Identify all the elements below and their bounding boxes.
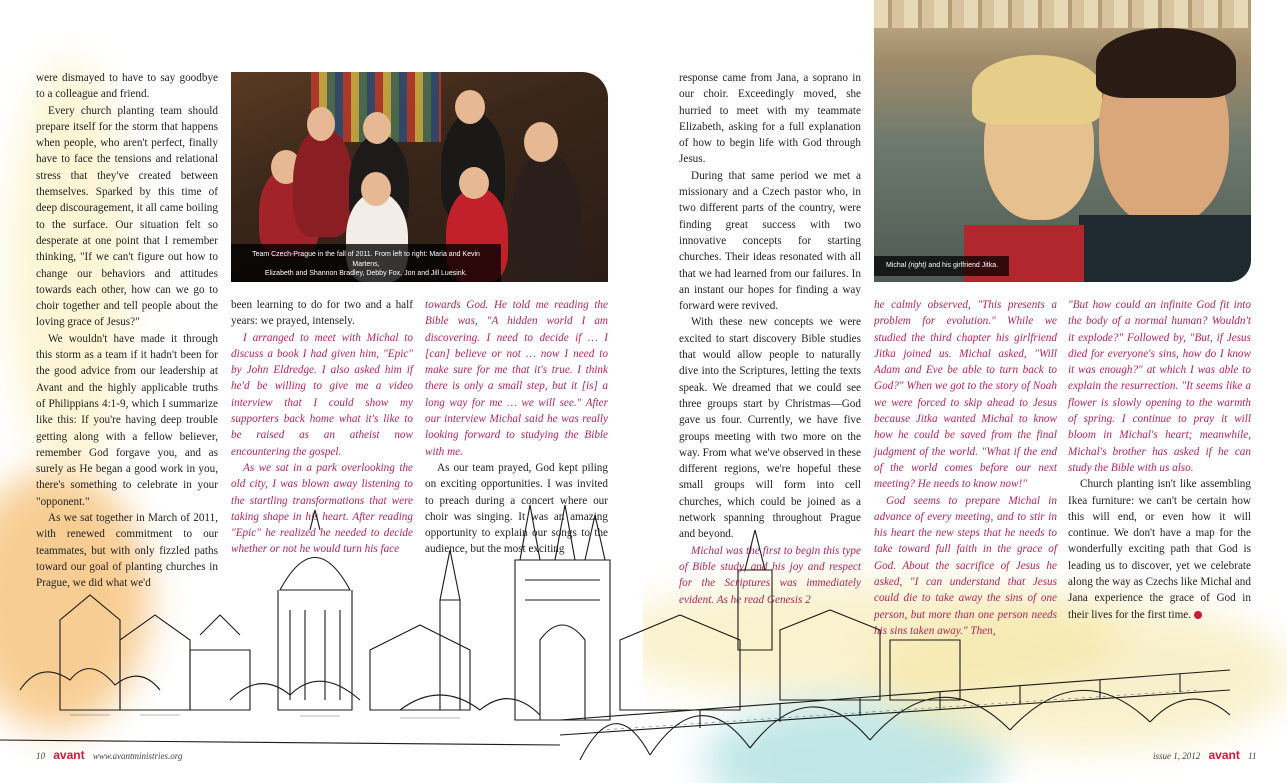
photo-face — [363, 112, 391, 144]
paragraph: Every church planting team should prepare itself for the storm that happens when people, who aren't perfect, finally have to face the tensions and relational stress that they've created between themselves. Sparked by this time of deep discouragement, it all came boiling to the surface. Our situation felt so desperate at one point that I remember thinking, "If we can't figure out how to change our behaviors and attitudes towards each other, how can we go to choir together and tell people about the loving grace of Jesus?" — [36, 104, 218, 329]
paragraph: During that same period we met a missionary and a Czech pastor who, in two different parts of the country, were finding great success with two innovative concepts for starting churches. Their ideas resonated with all that we had learned from our failures. In an instant our hopes for finding a way forward were revived. — [679, 169, 861, 313]
caption-position: (right) — [908, 262, 927, 269]
photo-face — [459, 167, 489, 199]
couple-photo — [874, 0, 1251, 282]
paragraph: As our team prayed, God kept piling on exciting opportunities. I was invited to preach during a concert where our choir was singing. It was an amazing opportunity to explain our songs to the audience, but the most exciting — [425, 461, 608, 556]
quote-paragraph: As we sat in a park overlooking the old city, I was blown away listening to the startling transformations that were taking shape in his heart. After reading "Epic" he realized he needed to decide whether or not he would turn his face — [231, 461, 413, 556]
quote-paragraph: "But how could an infinite God fit into the body of a normal human? Wouldn't it explode?" Followed by, "But, if Jesus died for everyone's sins, how do I know it was enough?" at which I was able to explain the resurrection. "It seems like a flower is slowly opening to the warmth of spring. I continue to pray it will bloom in Michal's heart; meanwhile, Michal's brother has asked if he can study the Bible with us also. — [1068, 299, 1251, 474]
paragraph: been learning to do for two and a half years: we prayed, intensely. — [231, 299, 413, 328]
caption-line: Team Czech-Prague in the fall of 2011. From left to right: Maria and Kevin Martens, — [252, 251, 480, 268]
quote-paragraph: towards God. He told me reading the Bible was, "A hidden world I am discovering. I need to decide if … I [can] believe or not … now I need to make sure for me that it's true. I think there is only a small step, but it [is] a long way for me … we will see." After our interview Michal said he was really looking forward to studying the Bible with me. — [425, 299, 608, 458]
photo-hair-jitka — [972, 55, 1102, 125]
avant-logo: avant — [1208, 748, 1240, 762]
photo-background-buildings — [874, 0, 1251, 28]
photo-caption — [231, 244, 501, 282]
page-number: 11 — [1248, 751, 1257, 761]
team-photo — [231, 72, 608, 282]
caption-line: Elizabeth and Shannon Bradley, Debby Fox, Jon and Jill Luesink. — [264, 270, 468, 277]
paragraph: With these new concepts we were excited to start discovery Bible studies that would allow people to naturally dive into the Scriptures, letting the texts speak. We dreamed that we could see three groups start by Christmas—God gave us four. Currently, we have five groups meeting with two more on the way. From what we've observed in these different regions, we're hopeful these small groups will form into cell churches, which could be joined as a network spanning throughout Prague and beyond. — [679, 316, 861, 541]
quote-paragraph: God seems to prepare Michal in advance of every meeting, and to stir in his heart the new steps that he needs to take toward full faith in the grace of God. About the sacrifice of Jesus he asked, "I can understand that Jesus could die to take away the sins of one person, but more than one person needs his sins taken away." Then, — [874, 494, 1057, 637]
quote-paragraph: Michal was the first to begin this type of Bible study, and his joy and respect for the Scriptures was immediately evident. As he read Genesis 2 — [679, 544, 861, 606]
paragraph: response came from Jana, a soprano in our choir. Exceedingly moved, she hurried to meet with my teammate Elizabeth, asking for a full explanation of how to begin life with God through Jesus. — [679, 72, 861, 166]
photo-face — [361, 172, 391, 206]
photo-shirt-michal — [1079, 215, 1251, 282]
photo-face — [307, 107, 335, 141]
photo-face — [524, 122, 558, 162]
caption-name: Michal — [886, 262, 907, 269]
photo-face — [455, 90, 485, 124]
paragraph: We wouldn't have made it through this storm as a team if it hadn't been for the good advice from our leadership at Avant and the highly applicable truths of Philippians 4:1-9, which I summarize like this: If you're having deep trouble getting along with a fellow believer, remember God forgave you, and as surely as He began a good work in you, there's something to celebrate in your "opponent." — [36, 332, 218, 508]
paragraph: As we sat together in March of 2011, with renewed commitment to our teammates, but with only fizzled paths toward our goal of planting churches in Prague, we did what we'd — [36, 512, 218, 590]
photo-caption — [874, 256, 1009, 276]
photo-figure — [293, 127, 353, 237]
quote-paragraph: I arranged to meet with Michal to discuss a book I had given him, "Epic" by John Eldredge. I also asked him if he'd be willing to give me a video interview that I could show my supporters back home what it's like to be raised as an atheist now encountering the gospel. — [231, 331, 413, 458]
page-number: 10 — [36, 751, 45, 761]
prague-skyline-illustration — [0, 490, 1287, 760]
caption-rest: and his girlfriend Jitka. — [928, 262, 999, 269]
website-url[interactable]: www.avantministries.org — [92, 751, 183, 761]
photo-figure — [511, 152, 581, 282]
photo-hair-michal — [1096, 28, 1236, 98]
issue-label: issue 1, 2012 — [1153, 751, 1201, 761]
avant-logo: avant — [53, 748, 85, 762]
closing-paragraph-text: Church planting isn't like assembling Ikea furniture: we can't be certain how this will end, or even how it will continue. We don't have a map for the wonderfully exciting path that God is leading us to discover, yet we celebrate along the way as Czechs like Michal and Jana experience the grace of God in their lives for the first time. — [1068, 478, 1251, 621]
paragraph: were dismayed to have to say goodbye to a colleague and friend. — [36, 72, 218, 101]
quote-paragraph: he calmly observed, "This presents a problem for evolution." While we studied the third chapter his girlfriend Jitka joined us. Michal asked, "Will Adam and Eve be able to turn back to God?" When we got to the story of Noah we were forced to skip ahead to Jesus because Jitka wanted Michal to know how he could be saved from the final judgment of the world. "What if the end of the world comes before our next meeting? He needs to know now!" — [874, 299, 1057, 491]
